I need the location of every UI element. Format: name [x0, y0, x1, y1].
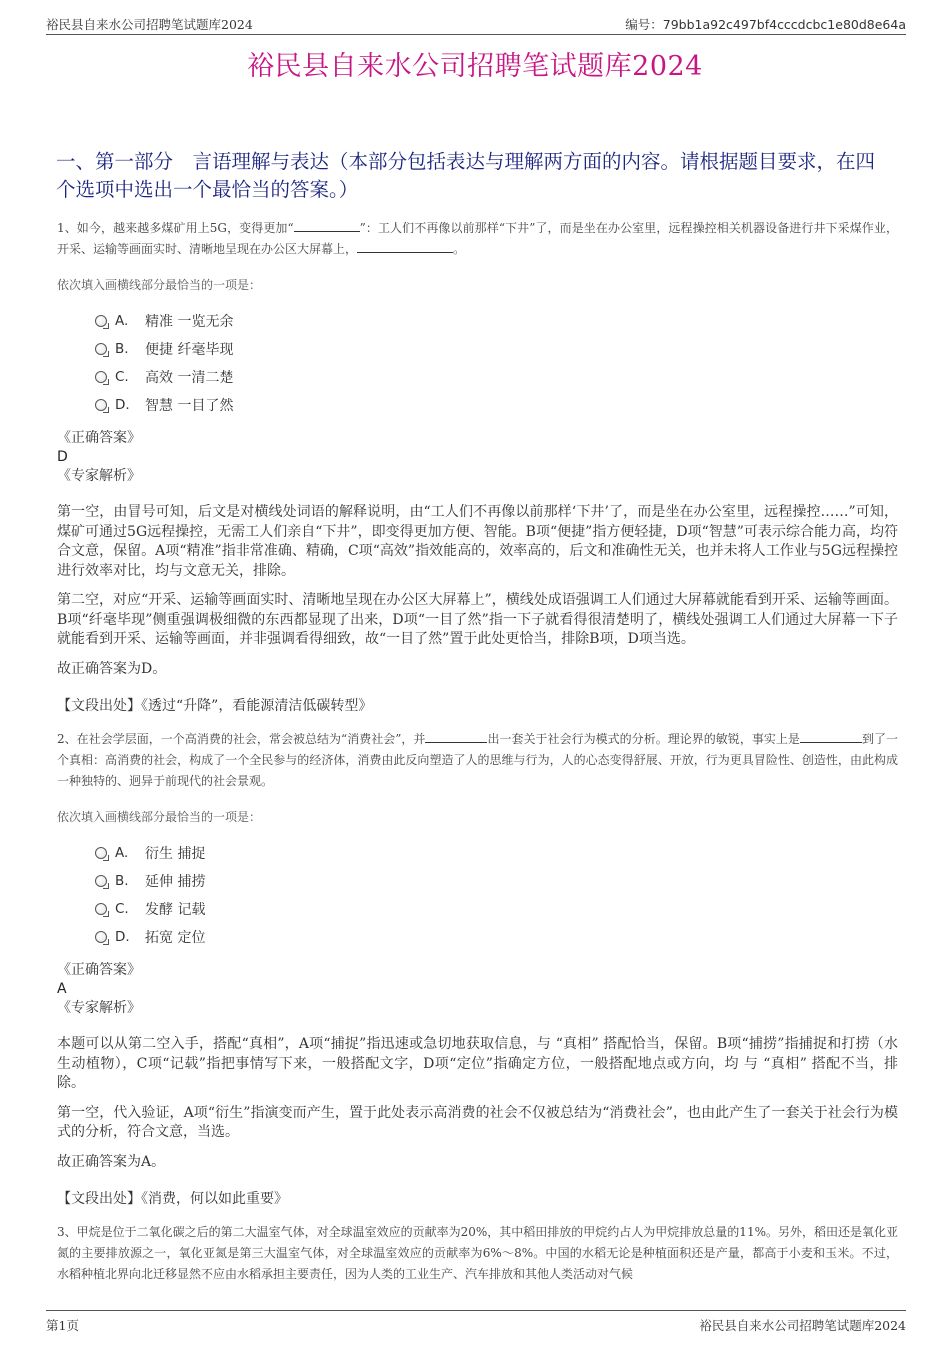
source-citation: 【文段出处】《透过“升降”，看能源清洁低碳转型》: [57, 698, 373, 714]
option-a[interactable]: [95, 307, 898, 335]
option-c[interactable]: [95, 363, 898, 391]
question-text: 。: [453, 242, 466, 256]
fill-blank: [294, 218, 360, 232]
expert-analysis-label: 《专家解析》: [57, 1000, 141, 1016]
correct-answer-label: 《正确答案》: [57, 962, 141, 978]
option-text: 高效 一清二楚: [145, 370, 234, 386]
page-footer: [46, 1310, 906, 1333]
option-d[interactable]: [95, 923, 898, 951]
option-text: 精准 一览无余: [145, 314, 234, 330]
analysis-paragraph: 本题可以从第二空入手，搭配“真相”，A项“捕捉”指迅速或急切地获取信息，与 “真相” 搭配恰当，保留。B项“捕捞”指捕捉和打捞（水生动植物），C项“记载”指把事情写下来，一般搭配文字，D项“定位”指确定方位，一般搭配地点或方向，均 与 “真相” 搭配不当，排除。: [57, 1036, 898, 1091]
option-letter: A.: [115, 313, 129, 329]
question-2-stem: [57, 729, 898, 792]
question-text: 2、在社会学层面，一个高消费的社会，常会被总结为“消费社会”，并: [57, 732, 426, 746]
radio-icon[interactable]: [95, 343, 107, 355]
radio-icon[interactable]: [95, 371, 107, 383]
analysis-paragraph: 第一空，代入验证，A项“衍生”指演变而产生，置于此处表示高消费的社会不仅被总结为“消费社会”，也由此产生了一套关于社会行为模式的分析，符合文意，当选。: [57, 1104, 898, 1140]
question-prompt: 依次填入画横线部分最恰当的一项是：: [57, 278, 262, 292]
header-code-label: 编号：: [625, 17, 663, 32]
question-1: [57, 218, 898, 715]
question-text: 出一套关于社会行为模式的分析。理论界的敏锐，事实上是: [487, 732, 800, 746]
question-1-stem: [57, 218, 898, 260]
options-list: [95, 839, 898, 951]
option-letter: D.: [115, 397, 130, 413]
radio-icon[interactable]: [95, 875, 107, 887]
correct-answer-label: 《正确答案》: [57, 430, 141, 446]
option-d[interactable]: [95, 391, 898, 419]
radio-icon[interactable]: [95, 847, 107, 859]
option-c[interactable]: [95, 895, 898, 923]
option-a[interactable]: [95, 839, 898, 867]
question-2: [57, 729, 898, 1208]
header-code-value: 79bb1a92c497bf4cccdcbc1e80d8e64a: [662, 17, 906, 32]
analysis-conclusion: 故正确答案为D。: [57, 660, 167, 677]
question-3: [57, 1222, 898, 1285]
option-text: 拓宽 定位: [145, 930, 206, 946]
question-list: [57, 218, 898, 1285]
source-citation: 【文段出处】《消费，何以如此重要》: [57, 1191, 288, 1207]
radio-icon[interactable]: [95, 315, 107, 327]
fill-blank: [800, 729, 862, 743]
option-text: 衍生 捕捉: [145, 846, 206, 862]
section-heading: 一、第一部分 言语理解与表达（本部分包括表达与理解两方面的内容。请根据题目要求，在四个选项中选出一个最恰当的答案。）: [56, 150, 876, 201]
footer-doc-name: 裕民县自来水公司招聘笔试题库2024: [699, 1318, 906, 1333]
option-letter: D.: [115, 929, 130, 945]
option-letter: C.: [115, 369, 129, 385]
fill-blank: [357, 239, 453, 253]
question-prompt: 依次填入画横线部分最恰当的一项是：: [57, 810, 262, 824]
option-letter: C.: [115, 901, 129, 917]
option-text: 延伸 捕捞: [145, 874, 206, 890]
correct-answer: A: [57, 981, 67, 997]
radio-icon[interactable]: [95, 903, 107, 915]
expert-analysis-label: 《专家解析》: [57, 468, 141, 484]
header-code: [625, 15, 906, 33]
page-number: 第1页: [46, 1318, 79, 1333]
option-text: 便捷 纤毫毕现: [145, 342, 234, 358]
correct-answer: D: [57, 449, 68, 465]
analysis-paragraph: 第一空，由冒号可知，后文是对横线处词语的解释说明，由“工人们不再像以前那样‘下井’了，而是坐在办公室里，远程操控……”可知，煤矿可通过5G远程操控，无需工人们亲自“下井”，即变得更加方便、智能。B项“便捷”指方便轻捷，D项“智慧”可表示综合能力高，均符合文意，保留。A项“精准”指非常准确、精确，C项“高效”指效能高的，效率高的，后文和准确性无关，也并未将人工作业与5G远程操控进行效率对比，均与文意无关，排除。: [57, 504, 898, 579]
question-text: 1、如今，越来越多煤矿用上5G，变得更加“: [57, 221, 294, 235]
question-text: 到了一个真相：高消费的社会，构成了一个全民参与的经济体，消费由此反向塑造了人的思维与行为，人的心态变得舒展、开放，行为更具冒险性、创造性，由此构成一种独特的、迥异于前现代的社会景观。: [57, 732, 898, 788]
question-text: ”：工人们不再像以前那样“下井”了，而是坐在办公室里，远程操控相关机器设备进行井下采煤作业，开采、运输等画面实时、清晰地呈现在办公区大屏幕上，: [57, 221, 898, 256]
page-header: [46, 14, 906, 35]
options-list: [95, 307, 898, 419]
option-text: 智慧 一目了然: [145, 398, 234, 414]
document-title: 裕民县自来水公司招聘笔试题库2024: [247, 51, 703, 82]
radio-icon[interactable]: [95, 399, 107, 411]
fill-blank: [425, 729, 487, 743]
header-doc-name: 裕民县自来水公司招聘笔试题库2024: [46, 17, 253, 32]
option-letter: A.: [115, 845, 129, 861]
option-b[interactable]: [95, 867, 898, 895]
option-b[interactable]: [95, 335, 898, 363]
option-text: 发酵 记载: [145, 902, 206, 918]
option-letter: B.: [115, 341, 129, 357]
radio-icon[interactable]: [95, 931, 107, 943]
option-letter: B.: [115, 873, 129, 889]
question-3-stem: 3、甲烷是位于二氧化碳之后的第二大温室气体，对全球温室效应的贡献率为20%，其中稻田排放的甲烷约占人为甲烷排放总量的11%。另外，稻田还是氧化亚氮的主要排放源之一，氧化亚氮是第三大温室气体，对全球温室效应的贡献率为6%～8%。中国的水稻无论是种植面积还是产量，都高于小麦和玉米。不过，水稻种植北界向北迁移显然不应由水稻承担主要责任，因为人类的工业生产、汽车排放和其他人类活动对气候: [57, 1225, 898, 1281]
analysis-conclusion: 故正确答案为A。: [57, 1153, 166, 1170]
analysis-paragraph: 第二空，对应“开采、运输等画面实时、清晰地呈现在办公区大屏幕上”，横线处成语强调工人们通过大屏幕就能看到开采、运输等画面。B项“纤毫毕现”侧重强调极细微的东西都显现了出来，D项“一目了然”指一下子就看得很清楚明了，横线处强调工人们通过大屏幕一下子就能看到开采、运输等画面，并非强调看得细致，故“一目了然”置于此处更恰当，排除B项，D项当选。: [57, 592, 898, 647]
